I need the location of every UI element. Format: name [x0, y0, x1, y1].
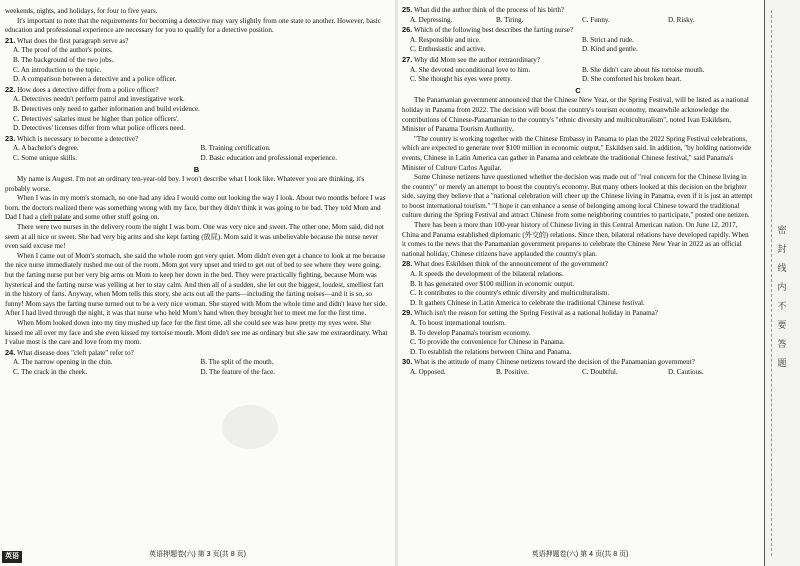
option-d[interactable]: D. The feature of the face.: [200, 367, 276, 376]
option-c[interactable]: C. Enthusiastic and active.: [410, 45, 486, 54]
option-c[interactable]: C. It contributes to the country's ethnic diversity and multiculturalism.: [410, 289, 610, 298]
option-b[interactable]: B. Strict and rude.: [582, 35, 634, 44]
page-3-content: [0, 0, 395, 378]
passage-text: and some other stuff going on.: [72, 213, 160, 222]
intro-line: weekends, nights, and holidays, for four to five years.: [5, 7, 158, 15]
passage-c-paragraph: The Panamanian government announced that the Chinese New Year, or the Spring Festival, will be listed as a national holiday in Panama from 2022. The decision will boost the country's tourism economy, meanwhile acknowledge the contributions of Chinese-Panamanian to the country's "ethnic diversity and multiculturalism", noted Ivan Eskildsen, Minister of Panama Tourism Authority.: [402, 96, 749, 134]
question-number: 30.: [402, 357, 413, 367]
option-a[interactable]: A. Responsible and nice.: [410, 35, 481, 44]
passage-c-paragraph: "The country is working together with the Chinese Embassy in Panama to plan the 2022 Spring Festival celebrations, which are expected to generate over $100 million in economic output," Eskildsen said. In addition, "by holding nationwide events, Chinese in Latin America can gather in Panama and celebrate the traditional Chinese festival," said Panama's Minister of Culture Carlos Aguilar.: [402, 134, 751, 172]
option-c[interactable]: C. Detectives' salaries must be higher than police officers'.: [13, 114, 179, 123]
question-24: [5, 348, 388, 378]
section-heading-b: B: [193, 164, 200, 174]
question-text: What disease does "cleft palate" refer to?: [16, 348, 134, 357]
question-21: [5, 36, 388, 85]
question-text: What does Eskildsen think of the announcement of the government?: [413, 260, 608, 269]
option-d[interactable]: D. To establish the relations between China and Panama.: [410, 347, 572, 356]
question-26: [402, 25, 754, 55]
option-b[interactable]: B. Training certification.: [200, 144, 271, 153]
question-number: 29.: [402, 308, 413, 318]
option-a[interactable]: A. Detectives needn't perform patrol and investigative work.: [13, 95, 185, 104]
option-b[interactable]: B. Detectives only need to gather information and build evidence.: [13, 104, 200, 113]
option-d[interactable]: D. Kind and gentle.: [582, 45, 638, 54]
page-4-content: [398, 0, 762, 378]
watermark-stamp: [222, 405, 278, 449]
section-heading-c: C: [575, 85, 581, 95]
question-number: 28.: [402, 259, 413, 269]
option-a[interactable]: A. Depressing.: [410, 15, 453, 24]
passage-b-paragraph: When Mom looked down into my tiny mushed up face for the first time, all she could see was how pretty my eyes were. She kissed me all over my face and she even kissed my tortoise mouth. Mom didn't see me as ordinary but she saw me extraordinary. What I value most is the care and love from my mom.: [5, 319, 388, 347]
question-22: [5, 85, 388, 134]
question-text: What did the author think of the process of his birth?: [413, 6, 565, 14]
option-d[interactable]: D. Risky.: [668, 15, 695, 24]
seal-margin: [764, 0, 800, 566]
seal-char: 线: [777, 264, 787, 274]
option-a[interactable]: A. The proof of the author's points.: [13, 46, 113, 55]
question-number: 23.: [5, 133, 16, 143]
option-d[interactable]: D. Basic education and professional experience.: [200, 153, 338, 162]
question-23: [5, 134, 388, 164]
page-4: [398, 0, 762, 566]
option-b[interactable]: B. It has generated over $100 million in economic output.: [410, 279, 575, 288]
option-d[interactable]: D. Cautious.: [668, 367, 704, 376]
seal-char: 不: [777, 302, 787, 312]
question-25: [402, 5, 754, 25]
question-number: 22.: [5, 84, 16, 94]
passage-b-paragraph: When I came out of Mom's stomach, she said the whole room got very quiet. Mom didn't even get a chance to look at me because the nice nurse immediately rushed me out of the room. Mom got very upset and tried to get out of bed to see where they were going, but the farting nurse put her very big arms on Mom to keep her down in the bed. They were practically fighting, because Mom was hysterical and the farting nurse was yelling at her to stay calm. And then all of a sudden, she let out the biggest, loudest, smelliest fart in the history of farts. Anyway, when Mom tells this story, she acts out all the parts—including the farting noises—and it is so, so funny! Mom says the farting nurse turned out to be a very nice woman. She stayed with Mom the whole time and didn't leave her side. After I had lived through the night, it was that nurse who held Mom's hand when they brought her to meet me for the first time.: [5, 251, 388, 318]
option-b[interactable]: B. To develop Panama's tourism economy.: [410, 328, 531, 337]
question-28: [402, 259, 754, 308]
option-c[interactable]: C. Some unique skills.: [13, 153, 78, 162]
option-c[interactable]: C. Doubtful.: [582, 367, 618, 376]
seal-char: 要: [777, 321, 787, 331]
seal-char: 答: [777, 340, 787, 350]
option-d[interactable]: D. She comforted his broken heart.: [582, 75, 682, 84]
option-c[interactable]: C. Funny.: [582, 15, 610, 24]
seal-char: 内: [777, 283, 787, 293]
passage-b-paragraph: [5, 194, 388, 223]
question-27: [402, 55, 754, 85]
subject-badge: 英语: [2, 551, 22, 563]
option-b[interactable]: B. The split of the mouth.: [200, 358, 274, 367]
option-c[interactable]: C. She thought his eyes were pretty.: [410, 75, 512, 84]
question-number: 26.: [402, 25, 413, 35]
question-text: What does the first paragraph serve as?: [16, 36, 129, 45]
option-a[interactable]: A. She devoted unconditional love to him.: [410, 65, 531, 74]
intro-paragraph: It's important to note that the requirements for becoming a detective may vary slightly from one state to another. However, basic education and professional experience are necessary for you to qualify for a detective position.: [5, 16, 381, 35]
option-a[interactable]: A. To boost international tourism.: [410, 319, 506, 327]
option-c[interactable]: C. The crack in the cheek.: [13, 367, 88, 376]
question-text: Which of the following best describes the farting nurse?: [413, 26, 574, 35]
seal-char: 封: [777, 245, 787, 255]
cleft-palate-underlined: cleft palate: [39, 213, 71, 222]
question-number: 27.: [402, 54, 413, 64]
option-d[interactable]: D. Detectives' licenses differ from what police officers need.: [13, 124, 185, 133]
passage-b-paragraph: My name is August. I'm not an ordinary ten-year-old boy. I won't describe what I look like. Whatever you are thinking, it's probably worse.: [5, 175, 365, 193]
seal-char: 题: [777, 359, 787, 369]
question-text: How does a detective differ from a police officer?: [17, 85, 159, 94]
question-30: [402, 357, 754, 377]
seal-warning: [775, 222, 789, 374]
question-text: Which is necessary to become a detective?: [16, 134, 139, 143]
option-b[interactable]: B. The background of the two jobs.: [13, 55, 114, 64]
option-b[interactable]: B. She didn't care about his tortoise mouth.: [582, 65, 705, 74]
option-a[interactable]: A. Opposed.: [410, 367, 446, 376]
passage-c-paragraph: There has been a more than 100-year history of Chinese living in this Central American nation. On June 12, 2017, China and Panama established diplomatic (外交的) relations. Since then, bilateral relations have developed rapidly. When it comes to the news that the Panamanian government prepares to celebrate the Chinese New Year in 2022 as an official national holiday, Chinese citizens have applauded the country's plan.: [402, 221, 749, 258]
option-a[interactable]: A. A bachelor's degree.: [13, 144, 79, 153]
option-b[interactable]: B. Positive.: [496, 367, 529, 376]
option-a[interactable]: A. It speeds the development of the bilateral relations.: [410, 270, 564, 279]
question-number: 21.: [5, 35, 16, 45]
question-text: Which isn't the reason for setting the Spring Festival as a national holiday in Panama?: [413, 309, 658, 318]
option-c[interactable]: C. An introduction to the topic.: [13, 65, 102, 74]
option-d[interactable]: D. A comparison between a detective and a police officer.: [13, 75, 177, 84]
passage-b-paragraph: There were two nurses in the delivery room the night I was born. One was very nice and sweet. The other one, Mom said, did not seem at all nice or sweet. She had very big arms and she kept farting (放屁). Mom said it was unbelievable because the nurse never even said excuse me!: [5, 223, 384, 251]
passage-text: When I was in my mom's stomach, no one had any idea I would come out looking the way I look. About two months before I was born, the doctors realized there was something wrong with my face, but they didn't think it was going to be bad. They told Mom and Dad I had a: [5, 194, 386, 222]
question-number: 25.: [402, 5, 413, 14]
option-c[interactable]: C. To provide the convenience for Chinese in Panama.: [410, 338, 565, 347]
seal-line: [771, 10, 772, 556]
question-number: 24.: [5, 347, 16, 357]
question-text: What is the attitude of many Chinese netizens toward the decision of the Panamanian government?: [413, 358, 695, 367]
page-footer: 英语押题卷(六) 第 4 页(共 8 页): [531, 551, 629, 559]
question-text: Why did Mom see the author extraordinary?: [413, 55, 541, 64]
page-3: [0, 0, 395, 566]
seal-char: 密: [777, 226, 787, 236]
passage-c-paragraph: Some Chinese netizens have questioned whether the decision was made out of "real concern for the Chinese living in the country" or merely an attempt to boost the country's economy. But many others looked at this decision on the brighter side, saying they believe that a "national celebration will cheer up the Chinese living in Panama, even if it is just an attempt to boost international tourism." "I hope it can enhance a sense of belonging among local Chinese toward the traditional culture during the Spring Festival and attract Chinese from some neighboring countries to participate," posted one netizen.: [402, 173, 753, 220]
option-d[interactable]: D. It gathers Chinese in Latin America to celebrate the traditional Chinese festival.: [410, 298, 645, 307]
question-29: [402, 308, 754, 357]
option-a[interactable]: A. The narrow opening in the chin.: [13, 358, 113, 367]
page-footer: 英语押题卷(六) 第 3 页(共 8 页): [149, 551, 246, 559]
option-b[interactable]: B. Tiring.: [496, 15, 524, 24]
